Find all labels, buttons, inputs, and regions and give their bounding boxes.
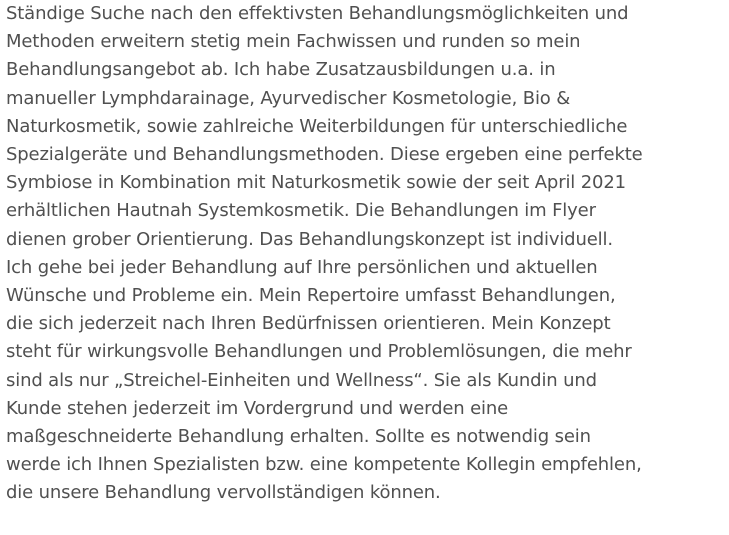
paragraph-line: manueller Lymphdarainage, Ayurvedischer Kosmetologie, Bio &	[6, 87, 571, 109]
paragraph-line: Symbiose in Kombination mit Naturkosmetik sowie der seit April 2021	[6, 172, 626, 194]
paragraph-line: werde ich Ihnen Spezialisten bzw. eine kompetente Kollegin empfehlen,	[6, 454, 642, 476]
paragraph-line: dienen grober Orientierung. Das Behandlungskonzept ist individuell.	[6, 228, 613, 250]
paragraph-line: maßgeschneiderte Behandlung erhalten. Sollte es notwendig sein	[6, 426, 591, 448]
body-paragraph	[6, 0, 726, 508]
paragraph-line: sind als nur „Streichel-Einheiten und Wellness“. Sie als Kundin und	[6, 369, 597, 391]
paragraph-line: die sich jederzeit nach Ihren Bedürfnissen orientieren. Mein Konzept	[6, 313, 611, 335]
paragraph-line: erhältlichen Hautnah Systemkosmetik. Die Behandlungen im Flyer	[6, 200, 596, 222]
paragraph-line: Naturkosmetik, sowie zahlreiche Weiterbildungen für unterschiedliche	[6, 115, 628, 137]
paragraph-line: Ständige Suche nach den effektivsten Behandlungsmöglichkeiten und	[6, 3, 629, 24]
paragraph-line: steht für wirkungsvolle Behandlungen und Problemlösungen, die mehr	[6, 341, 632, 363]
paragraph-line: die unsere Behandlung vervollständigen können.	[6, 482, 441, 504]
paragraph-line: Ich gehe bei jeder Behandlung auf Ihre persönlichen und aktuellen	[6, 256, 598, 278]
paragraph-line: Methoden erweitern stetig mein Fachwissen und runden so mein	[6, 31, 581, 53]
paragraph-line: Kunde stehen jederzeit im Vordergrund und werden eine	[6, 397, 509, 419]
paragraph-line: Behandlungsangebot ab. Ich habe Zusatzausbildungen u.a. in	[6, 59, 556, 81]
paragraph-line: Spezialgeräte und Behandlungsmethoden. Diese ergeben eine perfekte	[6, 144, 643, 166]
paragraph-line: Wünsche und Probleme ein. Mein Repertoire umfasst Behandlungen,	[6, 285, 616, 307]
